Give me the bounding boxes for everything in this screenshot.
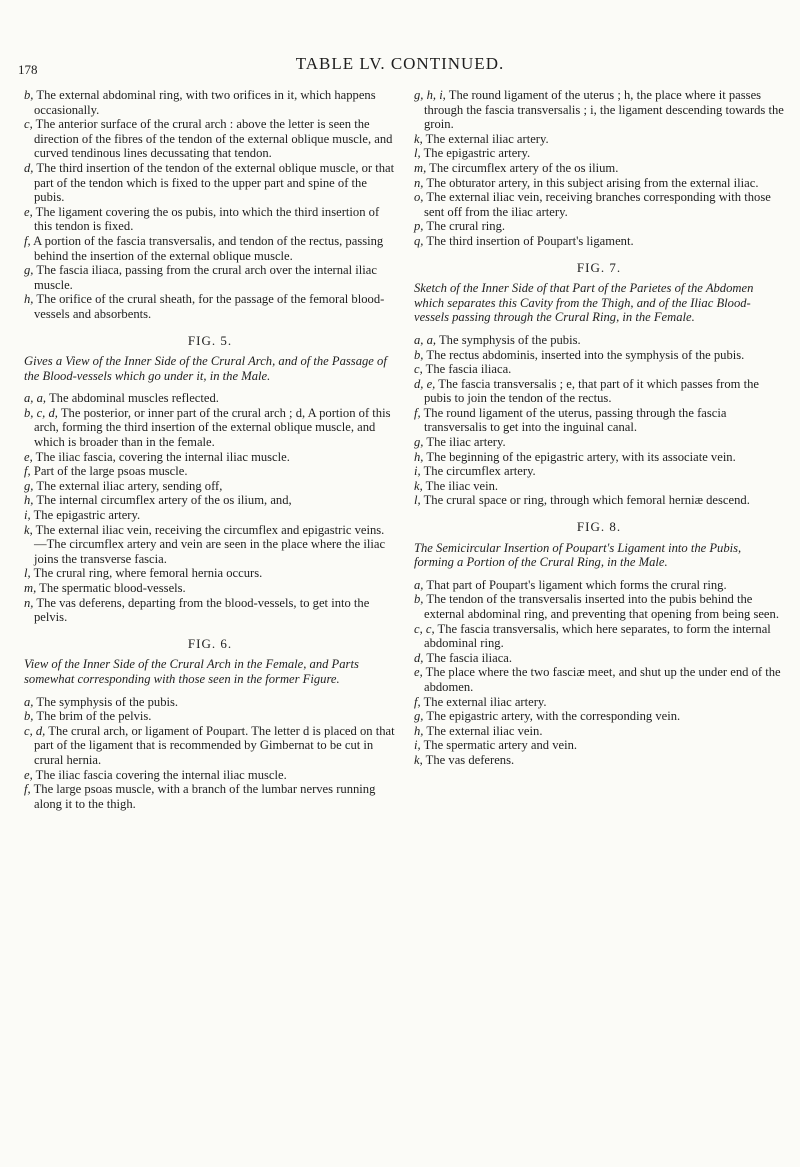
entry-text: The place where the two fasciæ meet, and shut up the under end of the abdomen. xyxy=(424,665,781,694)
legend-entry xyxy=(414,651,784,666)
entry-text: The internal circumflex artery of the os ilium, and, xyxy=(36,493,292,508)
fig6-heading: FIG. 6. xyxy=(187,635,233,651)
legend-entry xyxy=(414,219,784,234)
entry-label: b, c, d, xyxy=(24,405,58,420)
entry-text: The large psoas muscle, with a branch of the lumbar nerves running along it to the thigh. xyxy=(33,782,376,811)
entry-label: h, xyxy=(24,292,34,307)
entry-label: a, a, xyxy=(414,332,437,347)
entry-label: b, xyxy=(24,88,34,102)
legend-entry xyxy=(24,117,396,161)
legend-entry xyxy=(24,263,396,292)
entry-label: q, xyxy=(414,233,424,248)
entry-text: The external iliac vein, receiving branches corresponding with those sent off from the iliac artery. xyxy=(424,190,771,219)
entry-label: k, xyxy=(414,478,423,493)
entry-text: The iliac fascia covering the internal iliac muscle. xyxy=(35,767,287,782)
legend-entry xyxy=(414,348,784,363)
entry-text: The anterior surface of the crural arch : above the letter is seen the direction of the fibres of the tendon of the external oblique muscle, and curved tendinous lines decussating that tendon. xyxy=(34,117,393,161)
entry-text: The rectus abdominis, inserted into the symphysis of the pubis. xyxy=(426,347,745,362)
entry-text: That part of Poupart's ligament which forms the crural ring. xyxy=(426,577,727,592)
legend-entry xyxy=(414,493,784,508)
entry-label: h, xyxy=(24,493,34,508)
entry-text: The fascia iliaca, passing from the crural arch over the internal iliac muscle. xyxy=(34,263,377,292)
legend-entry xyxy=(24,695,396,710)
legend-entry xyxy=(24,464,396,479)
intro-list-right xyxy=(414,88,784,249)
entry-text: The fascia transversalis, which here separates, to form the internal abdominal ring. xyxy=(424,621,771,651)
legend-entry xyxy=(414,362,784,377)
legend-entry xyxy=(414,695,784,710)
entry-label: g, xyxy=(414,709,424,724)
entry-label: f, xyxy=(24,233,31,248)
entry-label: p, xyxy=(414,219,424,234)
entry-text: The epigastric artery. xyxy=(33,508,141,523)
entry-label: m, xyxy=(414,160,427,175)
entry-text: The spermatic artery and vein. xyxy=(423,738,578,753)
entry-text: The external iliac artery. xyxy=(425,131,549,146)
legend-entry xyxy=(24,493,396,508)
legend-entry xyxy=(414,333,784,348)
entry-label: o, xyxy=(414,190,424,205)
fig8-caption: The Semicircular Insertion of Poupart's Ligament into the Pubis, forming a Portion of the Crural Ring, in the Male. xyxy=(414,540,742,570)
fig6-caption: View of the Inner Side of the Crural Arch in the Female, and Parts somewhat corresponding with those seen in the former Figure. xyxy=(24,657,359,686)
entry-text: The round ligament of the uterus ; h, the place where it passes through the fascia transversalis ; i, the ligament descending towards the groin. xyxy=(424,88,784,132)
page-title: TABLE LV. CONTINUED. xyxy=(295,54,505,73)
entry-label: e, xyxy=(24,449,33,464)
entry-text: A portion of the fascia transversalis, and tendon of the rectus, passing behind the insertion of the external oblique muscle. xyxy=(33,233,384,263)
legend-entry xyxy=(414,479,784,494)
entry-text: The epigastric artery. xyxy=(423,146,531,161)
legend-entry xyxy=(414,592,784,621)
fig6-list xyxy=(24,695,396,812)
entry-label: h, xyxy=(414,723,424,738)
entry-text: The ligament covering the os pubis, into which the third insertion of this tendon is fixed. xyxy=(34,204,380,234)
entry-text: The external iliac vein. xyxy=(426,723,543,738)
entry-label: e, xyxy=(24,767,33,782)
fig8-heading: FIG. 8. xyxy=(576,519,622,535)
intro-list-left xyxy=(24,88,396,322)
entry-text: The brim of the pelvis. xyxy=(36,709,152,724)
entry-text: The iliac vein. xyxy=(425,478,499,493)
fig7-heading: FIG. 7. xyxy=(576,259,622,275)
right-column xyxy=(414,88,784,768)
legend-entry xyxy=(414,753,784,768)
entry-label: a, a, xyxy=(24,391,47,406)
entry-label: e, xyxy=(24,204,33,219)
legend-entry xyxy=(414,88,784,132)
entry-text: The third insertion of the tendon of the external oblique muscle, or that part of the tendon which is fixed to the upper part and spine of the pubis. xyxy=(34,160,395,205)
entry-text: The crural ring, where femoral hernia occurs. xyxy=(33,566,263,581)
entry-text: The circumflex artery of the os ilium. xyxy=(429,160,619,175)
entry-label: k, xyxy=(414,131,423,146)
legend-entry xyxy=(414,724,784,739)
legend-entry xyxy=(24,581,396,596)
entry-text: The external iliac artery, sending off, xyxy=(36,478,223,493)
entry-text: The symphysis of the pubis. xyxy=(438,332,581,347)
fig5-caption: Gives a View of the Inner Side of the Crural Arch, and of the Passage of the Blood-vessels which go under it, in the Male. xyxy=(24,354,387,383)
legend-entry xyxy=(24,88,396,117)
entry-label: c, d, xyxy=(24,723,46,738)
entry-label: i, xyxy=(414,464,421,479)
entry-label: m, xyxy=(24,581,37,595)
entry-label: b, xyxy=(24,709,34,724)
entry-text: The tendon of the transversalis inserted into the pubis behind the external abdominal ring, and preventing that opening from being seen. xyxy=(424,592,779,621)
legend-entry xyxy=(24,768,396,783)
entry-text: The external iliac vein, receiving the circumflex and epigastric veins.—The circumflex artery and vein are seen in the place where the iliac joins the transverse fascia. xyxy=(34,522,386,566)
entry-text: The fascia iliaca. xyxy=(425,362,512,377)
legend-entry xyxy=(24,724,396,768)
entry-text: The iliac artery. xyxy=(426,435,506,450)
legend-entry xyxy=(414,161,784,176)
entry-label: g, xyxy=(24,478,34,493)
entry-text: The vas deferens, departing from the blood-vessels, to get into the pelvis. xyxy=(34,595,370,625)
legend-entry xyxy=(24,566,396,581)
legend-entry xyxy=(24,450,396,465)
legend-entry xyxy=(414,665,784,694)
entry-text: The epigastric artery, with the corresponding vein. xyxy=(426,709,681,724)
entry-text: The posterior, or inner part of the crural arch ; d, A portion of this arch, forming the third insertion of the external oblique muscle, and which is broader than in the female. xyxy=(34,405,391,450)
entry-text: The iliac fascia, covering the internal iliac muscle. xyxy=(35,449,290,464)
entry-text: The circumflex artery. xyxy=(423,464,536,479)
legend-entry xyxy=(414,132,784,147)
fig5-list xyxy=(24,391,396,625)
entry-label: f, xyxy=(414,694,421,709)
legend-entry xyxy=(414,176,784,191)
entry-text: The external abdominal ring, with two orifices in it, which happens occasionally. xyxy=(34,88,376,117)
legend-entry xyxy=(24,234,396,263)
fig8-list xyxy=(414,578,784,768)
entry-text: The beginning of the epigastric artery, with its associate vein. xyxy=(426,449,736,464)
entry-label: l, xyxy=(24,566,31,581)
entry-text: The crural arch, or ligament of Poupart. The letter d is placed on that part of the ligament that is recommended by Gimbernat to be cut in crural hernia. xyxy=(34,723,395,767)
entry-label: c, c, xyxy=(414,621,435,636)
legend-entry xyxy=(414,435,784,450)
entry-label: k, xyxy=(414,752,423,767)
legend-entry xyxy=(24,523,396,567)
entry-label: n, xyxy=(24,595,34,610)
entry-label: b, xyxy=(414,592,424,607)
entry-label: d, xyxy=(414,650,424,665)
entry-label: a, xyxy=(24,694,34,709)
entry-label: i, xyxy=(414,738,421,753)
entry-text: The abdominal muscles reflected. xyxy=(48,391,219,406)
entry-text: The vas deferens. xyxy=(425,752,515,767)
entry-text: The obturator artery, in this subject arising from the external iliac. xyxy=(426,175,759,190)
fig7-list xyxy=(414,333,784,508)
legend-entry xyxy=(414,709,784,724)
entry-label: g, xyxy=(24,263,34,278)
entry-text: The fascia transversalis ; e, that part of it which passes from the pubis to join the tendon of the rectus. xyxy=(424,376,759,406)
legend-entry xyxy=(24,205,396,234)
legend-entry xyxy=(24,406,396,450)
entry-label: f, xyxy=(24,464,31,479)
entry-label: g, h, i, xyxy=(414,88,446,102)
legend-entry xyxy=(414,450,784,465)
legend-entry xyxy=(24,782,396,811)
left-column xyxy=(24,88,396,811)
entry-label: f, xyxy=(414,405,421,420)
entry-label: b, xyxy=(414,347,424,362)
entry-label: n, xyxy=(414,175,424,190)
entry-label: l, xyxy=(414,493,421,508)
entry-text: Part of the large psoas muscle. xyxy=(33,464,188,479)
legend-entry xyxy=(414,146,784,161)
entry-text: The fascia iliaca. xyxy=(426,650,513,665)
entry-text: The symphysis of the pubis. xyxy=(36,694,179,709)
entry-text: The crural space or ring, through which femoral herniæ descend. xyxy=(423,493,750,508)
legend-entry xyxy=(414,190,784,219)
entry-text: The third insertion of Poupart's ligament. xyxy=(426,233,634,248)
entry-label: i, xyxy=(24,508,31,523)
entry-label: d, xyxy=(24,160,34,175)
legend-entry xyxy=(414,464,784,479)
entry-label: a, xyxy=(414,577,424,592)
legend-entry xyxy=(24,479,396,494)
entry-label: c, xyxy=(24,117,33,132)
entry-label: g, xyxy=(414,435,424,450)
entry-label: h, xyxy=(414,449,424,464)
entry-text: The spermatic blood-vessels. xyxy=(39,581,186,595)
entry-label: e, xyxy=(414,665,423,680)
legend-entry xyxy=(414,406,784,435)
page-number: 178 xyxy=(18,62,38,77)
fig5-heading: FIG. 5. xyxy=(187,332,233,348)
entry-label: l, xyxy=(414,146,421,161)
entry-label: k, xyxy=(24,522,33,537)
legend-entry xyxy=(414,578,784,593)
entry-text: The crural ring. xyxy=(426,219,506,234)
legend-entry xyxy=(24,709,396,724)
legend-entry xyxy=(24,391,396,406)
fig7-caption: Sketch of the Inner Side of that Part of the Parietes of the Abdomen which separates this Cavity from the Thigh, and of the Iliac Blood-vessels passing through the Crural Ring, in the Female. xyxy=(414,281,754,325)
legend-entry xyxy=(24,292,396,321)
entry-label: f, xyxy=(24,782,31,797)
entry-text: The round ligament of the uterus, passing through the fascia transversalis to get into the inguinal canal. xyxy=(423,405,727,435)
legend-entry xyxy=(24,161,396,205)
entry-text: The orifice of the crural sheath, for the passage of the femoral blood-vessels and absorbents. xyxy=(34,292,385,321)
legend-entry xyxy=(414,377,784,406)
legend-entry xyxy=(24,508,396,523)
legend-entry xyxy=(414,622,784,651)
entry-text: The external iliac artery. xyxy=(423,694,547,709)
legend-entry xyxy=(24,596,396,625)
entry-label: c, xyxy=(414,362,423,377)
legend-entry xyxy=(414,234,784,249)
legend-entry xyxy=(414,738,784,753)
entry-label: d, e, xyxy=(414,376,436,391)
